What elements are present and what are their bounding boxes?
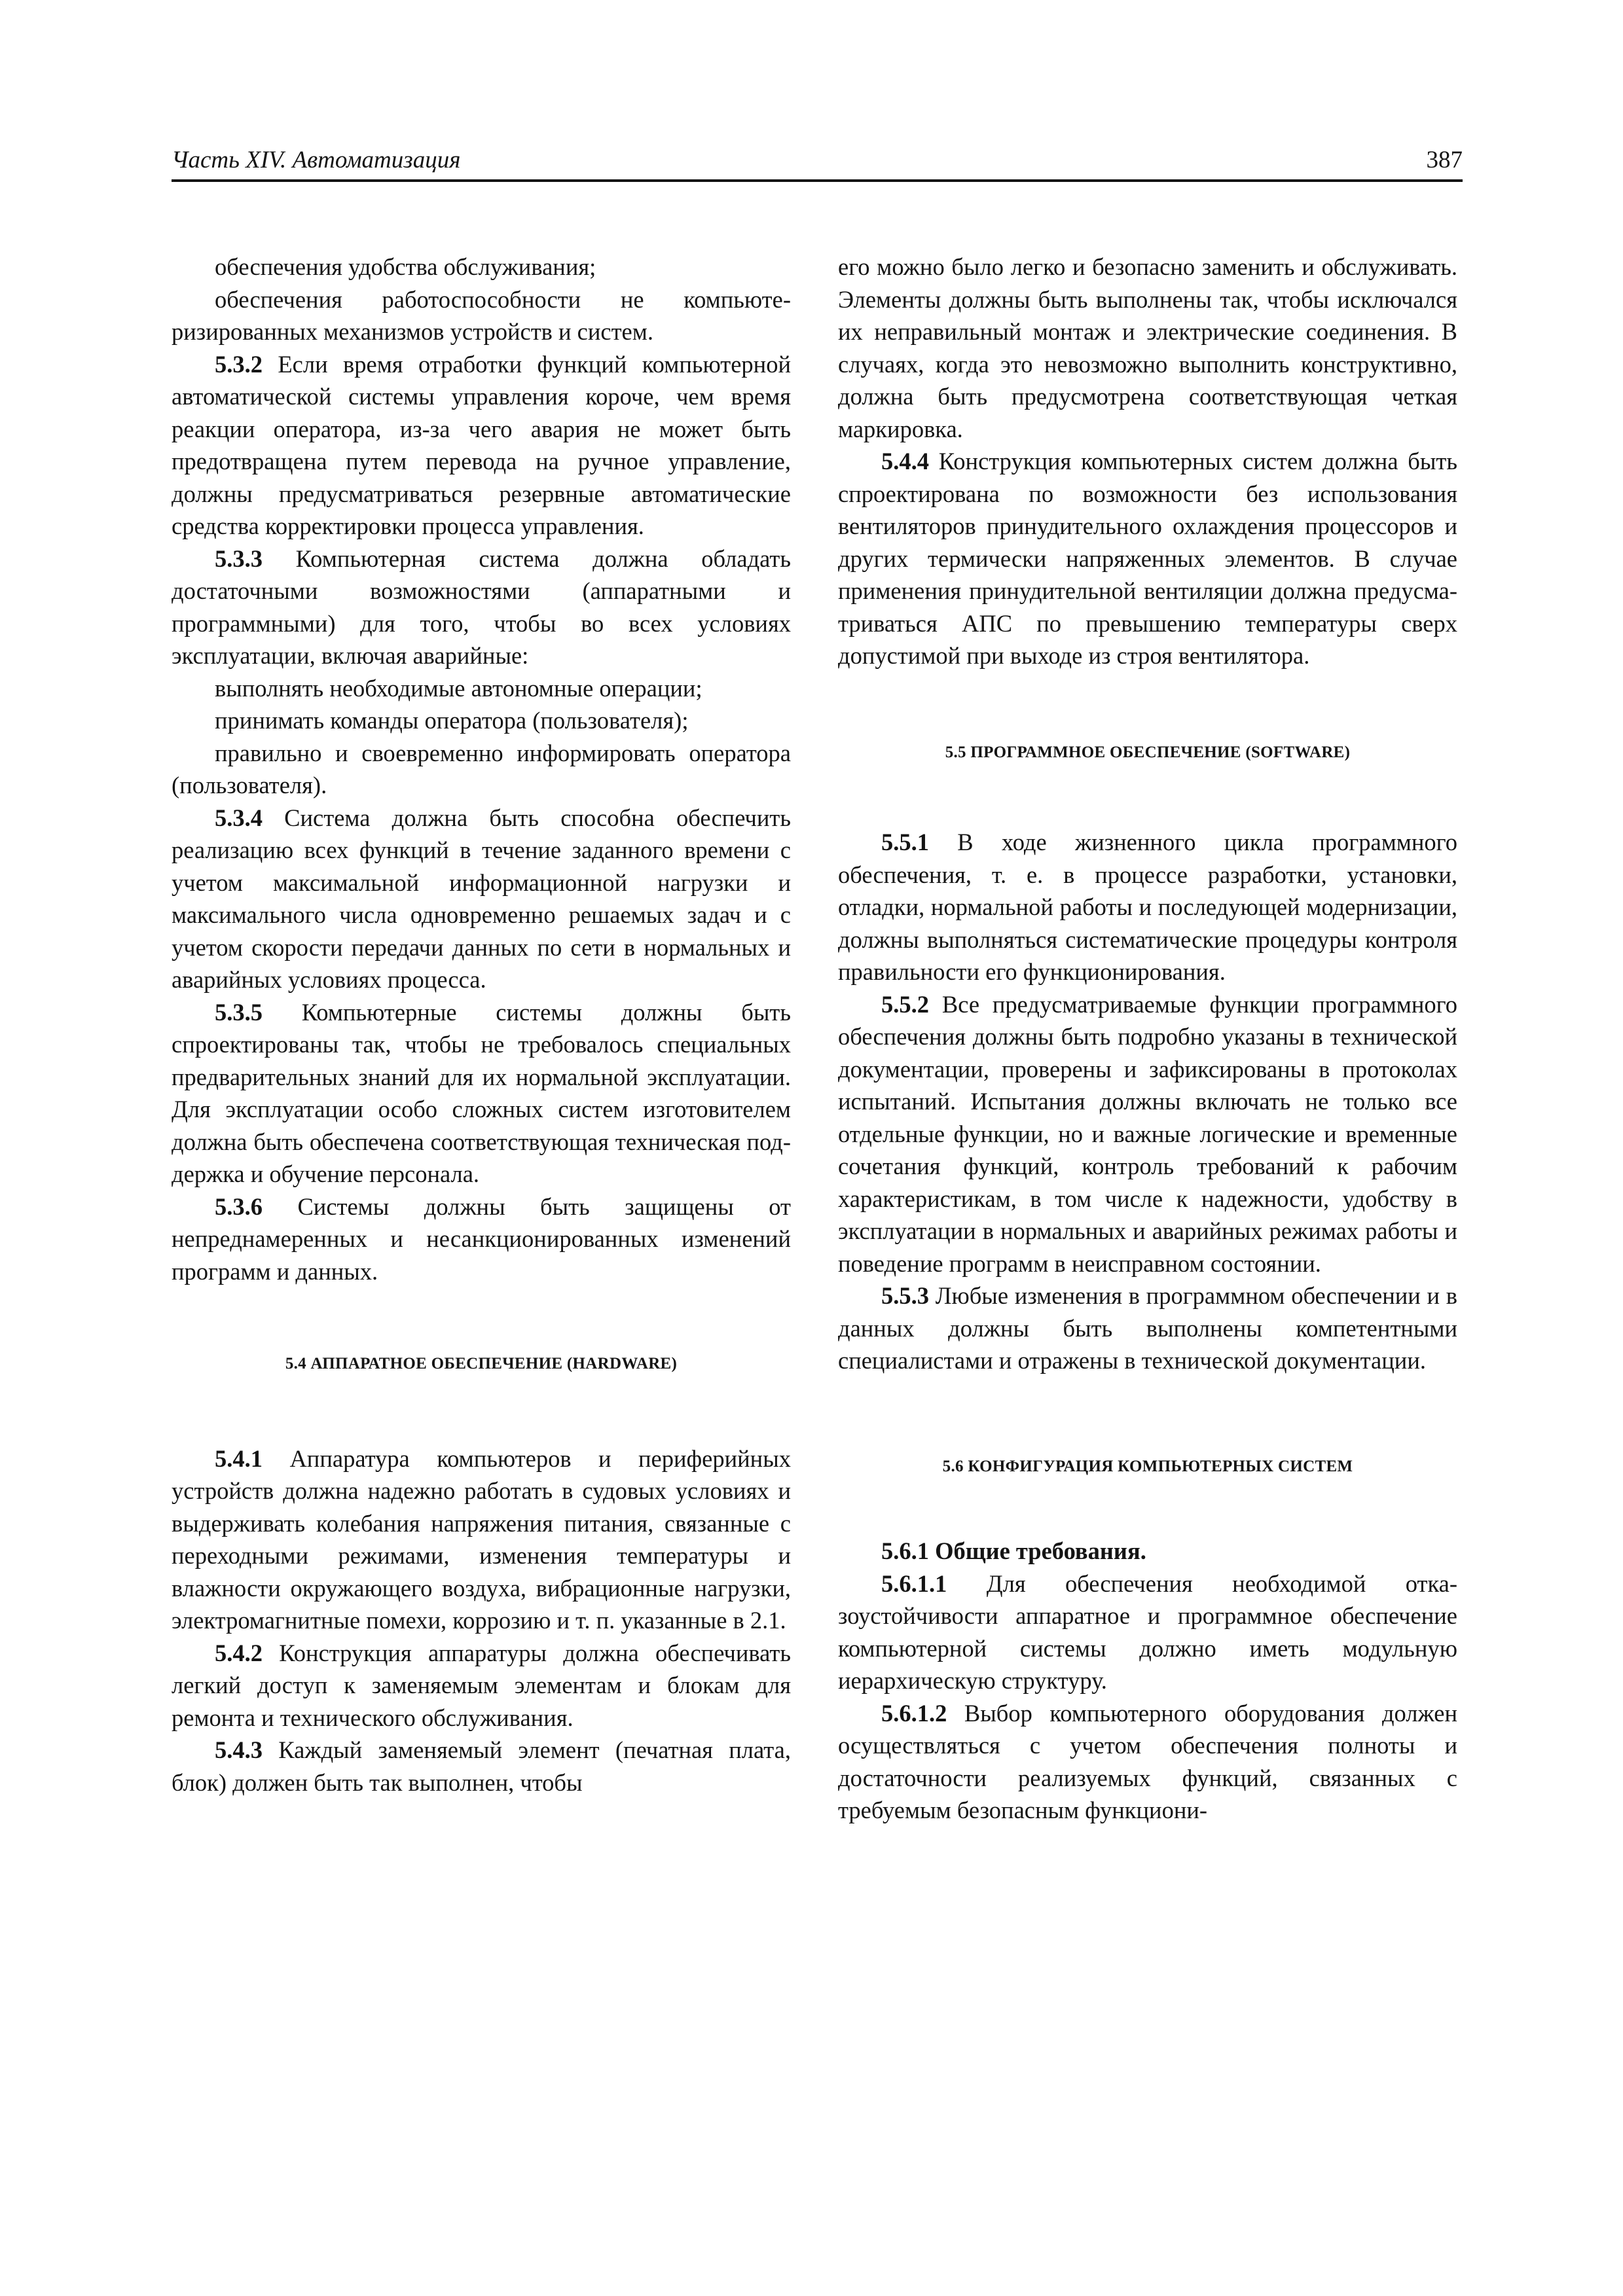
clause-text: Аппаратура компьютеров и периферийных устройств должна надежно работать в судовых условиях и выдерживать колебания напряжения питания, связанные с переходными режимами, изменения температуры и влажности окружающего воздуха, вибрационные нагрузки, электромагнитные помехи, коррозию и т. п. указанные в 2.1. (172, 1444, 791, 1634)
clause-5-5-2 (838, 988, 1457, 1280)
clause-text: Система должна быть способна обеспечить реализацию всех функций в течение заданного времени с учетом максимальной информационной нагрузки и максимального числа одновременно решаемых задач и с учетом скорости передачи данных по сети в нормальных и аварийных условиях процесса. (172, 804, 791, 993)
clause-5-6-1 (838, 1535, 1457, 1568)
paragraph-continuation (838, 251, 1457, 445)
left-column (172, 251, 791, 1799)
clause-5-5-3 (838, 1280, 1457, 1377)
section-heading-configuration: 5.6 КОНФИГУРАЦИЯ КОМПЬЮТЕРНЫХ СИСТЕМ (942, 1457, 1353, 1475)
list-item (172, 704, 791, 737)
clause-5-4-3 (172, 1734, 791, 1799)
paragraph (172, 251, 791, 283)
clause-number: 5.6.1 Общие требования. (881, 1537, 1146, 1564)
list-item-text: выполнять необходимые автономные операции; (215, 674, 702, 702)
list-item (172, 737, 791, 802)
section-heading-software: 5.5 ПРОГРАММНОЕ ОБЕСПЕЧЕНИЕ (SOFTWARE) (945, 743, 1351, 761)
clause-5-3-4 (172, 802, 791, 996)
clause-number: 5.4.4 (881, 448, 929, 475)
clause-number: 5.5.2 (881, 990, 929, 1018)
clause-text: Все предусматриваемые функции программного обеспечения должны быть подробно указаны в технической документации, проверены и зафиксированы в протоколах испытаний. Испытания должны включать не только все отдельные функции, но и важные логические и временные сочетания функций, контроль требований к рабочим характеристикам, в том числе к надежности, удобству в эксплуатации в нормальных и аварийных режимах работы и поведение программ в неисправном состоянии. (838, 990, 1457, 1277)
clause-number: 5.3.5 (215, 998, 263, 1026)
list-item-text: принимать команды оператора (пользователя); (215, 707, 689, 734)
clause-number: 5.5.3 (881, 1282, 929, 1309)
clause-number: 5.3.2 (215, 350, 263, 378)
paragraph-text: обеспечения удобства обслуживания; (215, 253, 596, 280)
clause-text: В ходе жизненного цикла программного обеспечения, т. е. в процессе разработки, установки, отладки, нормальной работы и последующей модернизации, должны выполняться систематические процедуры контроля правильности его функционирования. (838, 829, 1457, 985)
clause-5-4-4 (838, 445, 1457, 672)
paragraph-text: его можно было легко и безопасно заменить и обслуживать. Элементы должны быть выполнены так, чтобы исключался их неправильный монтаж и электрические соединения. В случаях, когда это невозможно выполнить конструктивно, должна быть предусмотрена соответствующая четкая маркировка. (838, 253, 1457, 442)
list-item (172, 672, 791, 705)
page-number: 387 (1426, 147, 1463, 173)
clause-5-6-1-1 (838, 1568, 1457, 1697)
clause-5-5-1 (838, 826, 1457, 988)
paragraph-text: обеспечения работоспособности не компьютеризированных механизмов устройств и систем. (172, 285, 791, 345)
clause-text: Если время отработки функций компьютерной автоматической системы управления короче, чем время реакции оператора, из-за чего авария не может быть предотвращена путем перевода на ручное управление, должны предусматриваться резервные автоматические средства корректировки процесса управления. (172, 350, 791, 539)
clause-5-3-3 (172, 543, 791, 672)
clause-text: Компьютерные системы должны быть спроектированы так, чтобы не требовалось специальных предварительных знаний для их нормальной эксплуатации. Для эксплуатации особо сложных систем изготовителем должна быть обеспечена соответствующая техническая поддержка и обучение персонала. (172, 998, 791, 1187)
clause-5-3-5 (172, 996, 791, 1191)
clause-text: Конструкция аппаратуры должна обеспечивать легкий доступ к заменяемым элементам и блокам для ремонта и технического обслуживания. (172, 1639, 791, 1731)
clause-number: 5.4.1 (215, 1444, 263, 1472)
clause-number: 5.6.1.1 (881, 1570, 947, 1597)
clause-text: Любые изменения в программном обеспечении и в данных должны быть выполнены компетентными специалистами и отражены в технической документации. (838, 1282, 1457, 1374)
clause-5-3-6 (172, 1191, 791, 1288)
clause-5-6-1-2 (838, 1697, 1457, 1827)
clause-5-4-2 (172, 1637, 791, 1734)
clause-number: 5.5.1 (881, 829, 929, 855)
clause-number: 5.3.4 (215, 804, 263, 831)
clause-5-4-1 (172, 1443, 791, 1637)
clause-text: Компьютерная система должна обладать достаточными возможностями (аппаратными и программными) для того, чтобы во всех условиях эксплуатации, включая аварийные: (172, 545, 791, 669)
clause-text: Для обеспечения необходимой отказоустойчивости аппаратное и программное обеспечение компьютерной системы должно иметь модульную иерархическую структуру. (838, 1570, 1457, 1694)
running-header (172, 139, 1463, 182)
clause-text: Конструкция компьютерных систем должна быть спроектирована по возможности без использования вентиляторов принудительного охлаждения процессоров и других термически напряженных элементов. В случае применения принудительной вентиляции должна предусматриваться АПС по превышению температуры сверх допустимой при выходе из строя вентилятора. (838, 448, 1457, 669)
list-item-text: правильно и своевременно информировать оператора (пользователя). (172, 739, 791, 798)
clause-number: 5.4.3 (215, 1736, 263, 1763)
clause-number: 5.3.3 (215, 545, 263, 572)
clause-5-3-2 (172, 348, 791, 543)
clause-text: Системы должны быть защищены от непреднамеренных и несанкционированных изменений программ и данных. (172, 1193, 791, 1285)
clause-number: 5.6.1.2 (881, 1699, 947, 1727)
right-column (838, 251, 1457, 1827)
clause-text: Выбор компьютерного оборудования должен осуществляться с учетом обеспечения полноты и достаточности реализуемых функций, связанных с требуемым безопасным функциони- (838, 1699, 1457, 1823)
paragraph (172, 283, 791, 348)
clause-number: 5.3.6 (215, 1193, 263, 1220)
section-heading-hardware: 5.4 АППАРАТНОЕ ОБЕСПЕЧЕНИЕ (HARDWARE) (285, 1355, 678, 1372)
clause-number: 5.4.2 (215, 1639, 263, 1666)
running-title: Часть XIV. Автоматизация (172, 147, 461, 173)
clause-text: Каждый заменяемый элемент (печатная плата, блок) должен быть так выполнен, чтобы (172, 1736, 791, 1796)
